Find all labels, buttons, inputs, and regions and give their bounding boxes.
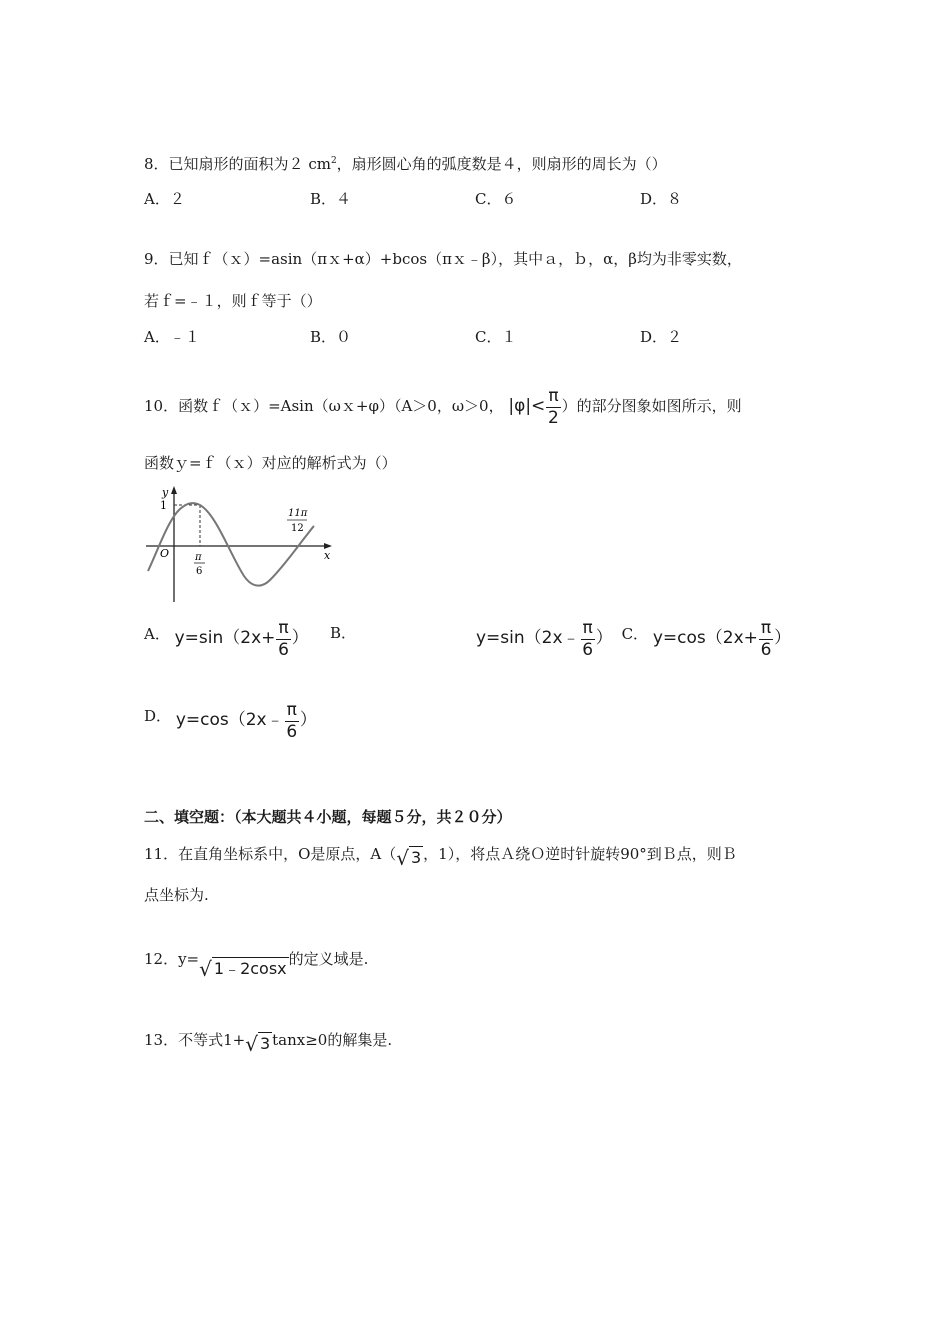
q11-sqrt-content: 3 [410,848,422,867]
q13-line [144,1026,392,1054]
q12-text-b: 的定义域是. [288,950,369,968]
q11-text-a: 11．在直角坐标系中，O是原点，A（ [144,845,397,863]
q10-abs-phi: |φ|< [508,396,546,416]
graph-x-tick1-num: π [195,552,202,563]
graph-x-tick2-num: 11π [288,508,308,519]
q9-line-1: 9．已知ｆ（ｘ）=asin（πｘ+α）+bcos（πｘ﹣β），其中ａ，ｂ，α，β均为非零实数， [144,250,742,268]
graph-origin-label: O [160,547,170,560]
graph-x-tick1-den: 6 [196,566,203,577]
q10-opt-d-close: ） [299,710,317,730]
q10-opt-d-frac [285,699,299,742]
q10-opt-c-den: 6 [760,639,772,660]
q8-option-b: B．４ [310,190,352,208]
section-2-heading: 二、填空题：（本大题共４小题，每题５分，共２０分） [144,808,512,826]
q10-opt-b-expr: y=sin（2x﹣ [476,628,580,648]
q10-opt-b-close: ） [595,628,613,648]
q10-line-1 [144,384,742,428]
q9-line-2: 若ｆ=﹣１，则ｆ等于（） [144,292,322,310]
graph-x-tick2-den: 12 [291,523,304,534]
q11-sqrt-3 [396,846,423,868]
q10-option-a [144,614,309,659]
q12-text-a: 12．y= [144,950,200,968]
q12-line [144,944,368,980]
sqrt-radical-icon: √ [396,846,409,870]
q10-opt-b-den: 6 [582,639,594,660]
q8-option-d: D．８ [640,190,683,208]
q10-option-b [476,614,791,659]
sqrt-radical-icon: √ [245,1032,258,1056]
q10-opt-c-close: ） [774,628,792,648]
q10-opt-d-label: D． [144,707,172,725]
q8-text-a: 8．已知扇形的面积为２ cm [144,155,331,173]
graph-x-label: x [324,549,331,562]
q9-option-d: D．２ [640,328,683,346]
q10-opt-c-frac [759,617,773,660]
q10-opt-a-den: 6 [278,639,289,660]
q13-text-a: 13．不等式1+ [144,1031,246,1049]
q10-frac-num: π [548,385,559,406]
q10-text-b: ）的部分图象如图所示，则 [561,397,742,415]
graph-y-label: y [162,486,169,499]
q10-opt-c-expr: y=cos（2x+ [652,628,758,648]
q8-option-a: A．２ [144,190,185,208]
q10-opt-a-frac [276,617,290,660]
q8-superscript: 2 [330,156,337,166]
graph-y-tick: 1 [160,499,167,512]
q11-text-b: ，1），将点Ａ绕Ｏ逆时针旋转90°到Ｂ点，则Ｂ [423,845,737,863]
q10-opt-b-frac [581,617,595,660]
q8-option-c: C．６ [475,190,517,208]
q10-option-b-label: B． [330,624,357,642]
q10-opt-a-expr: y=sin（2x+ [174,628,276,648]
q8-text-b: ，扇形圆心角的弧度数是４，则扇形的周长为（） [336,155,667,173]
q13-sqrt-3 [245,1032,272,1054]
q10-sine-graph [144,484,344,604]
q11-line-1 [144,840,737,868]
graph-y-arrow [171,486,177,494]
q10-frac-den: 2 [548,407,559,428]
q10-option-d [144,696,317,741]
q10-opt-a-label: A． [144,625,170,643]
q10-text-a: 10．函数ｆ（ｘ）=Asin（ωｘ+φ）（A＞0，ω＞0， [144,397,504,415]
q9-option-c: C．１ [475,328,517,346]
q13-text-b: tanx≥0的解集是. [272,1031,393,1049]
q12-sqrt-expr [199,957,289,979]
question-8 [144,150,667,175]
q10-opt-a-close: ） [291,628,309,648]
q10-opt-d-expr: y=cos（2x﹣ [175,710,284,730]
q10-opt-b-num: π [582,617,593,638]
q10-opt-c-num: π [760,617,772,638]
q11-line-2: 点坐标为. [144,886,209,904]
q10-opt-c-label: C． [621,625,649,643]
q13-sqrt-content: 3 [259,1034,271,1053]
q10-line-2: 函数ｙ=ｆ（ｘ）对应的解析式为（） [144,454,397,472]
q10-opt-a-num: π [278,617,289,638]
q10-opt-d-num: π [286,699,297,720]
q12-sqrt-content: 1﹣2cosx [213,959,287,978]
q9-option-b: B．０ [310,328,352,346]
q10-pi-over-2 [546,385,560,428]
q9-option-a: A．﹣１ [144,328,200,346]
sqrt-radical-icon: √ [199,957,212,981]
q10-opt-d-den: 6 [286,721,298,742]
